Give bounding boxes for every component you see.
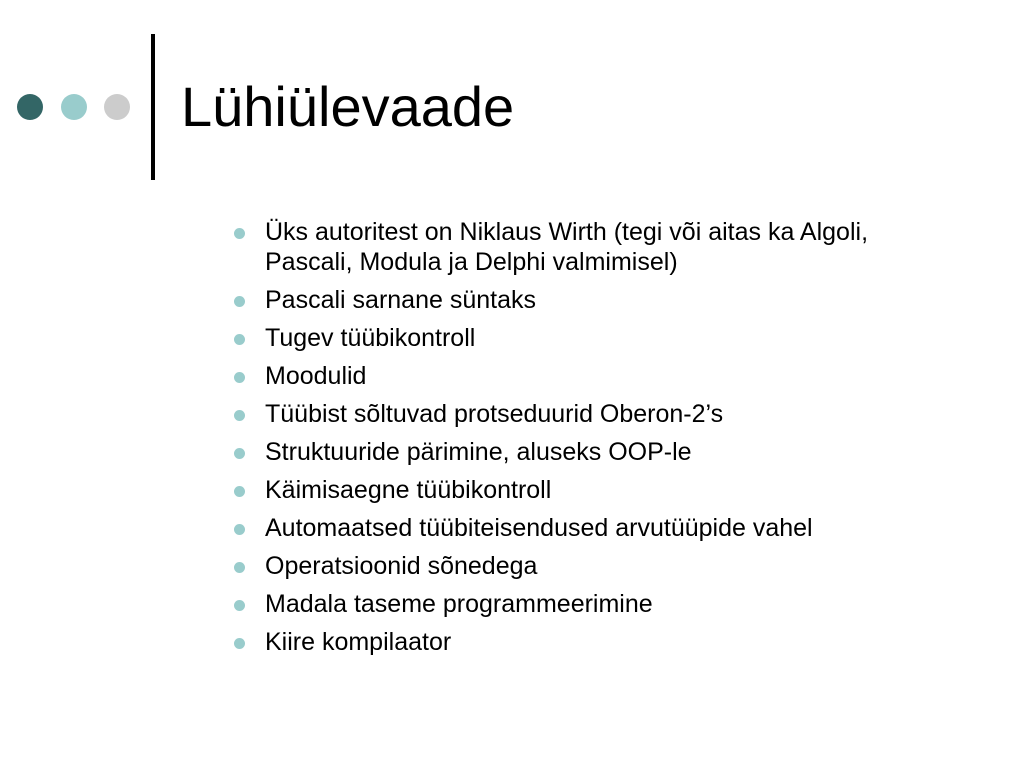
bullet-text: Tüübist sõltuvad protseduurid Oberon-2’s [265,399,724,428]
bullet-item [232,324,932,354]
slide-title: Lühiülevaade [181,75,515,138]
bullet-text: Kiire kompilaator [265,628,452,657]
bullet-item [232,628,932,658]
bullet-dot-icon [234,448,245,459]
bullet-item [232,400,932,430]
bullet-item [232,286,932,316]
bullet-item [232,590,932,620]
bullet-text: Moodulid [265,361,367,390]
light-teal-dot [61,94,87,120]
bullet-item [232,218,932,277]
bullet-dot-icon [234,600,245,611]
bullet-text: Üks autoritest on Niklaus Wirth (tegi või aitas ka Algoli, Pascali, Modula ja Delphi valmimisel) [265,218,869,276]
bullet-item [232,362,932,392]
bullet-dot-icon [234,296,245,307]
bullet-dot-icon [234,562,245,573]
bullet-text: Pascali sarnane süntaks [265,285,536,314]
bullet-text: Automaatsed tüübiteisendused arvutüüpide vahel [265,514,813,543]
bullet-dot-icon [234,524,245,535]
bullet-text: Käimisaegne tüübikontroll [265,476,552,505]
dark-teal-dot [17,94,43,120]
bullet-item [232,514,932,544]
bullet-text: Madala taseme programmeerimine [265,590,653,619]
gray-dot [104,94,130,120]
bullet-list [232,218,932,667]
bullet-dot-icon [234,486,245,497]
bullet-dot-icon [234,410,245,421]
bullet-dot-icon [234,228,245,239]
bullet-dot-icon [234,372,245,383]
bullet-text: Tugev tüübikontroll [265,323,476,352]
bullet-item [232,438,932,468]
title-divider [151,34,155,180]
bullet-item [232,552,932,582]
bullet-dot-icon [234,334,245,345]
bullet-text: Struktuuride pärimine, aluseks OOP-le [265,437,692,466]
bullet-dot-icon [234,638,245,649]
bullet-item [232,476,932,506]
bullet-text: Operatsioonid sõnedega [265,552,538,581]
